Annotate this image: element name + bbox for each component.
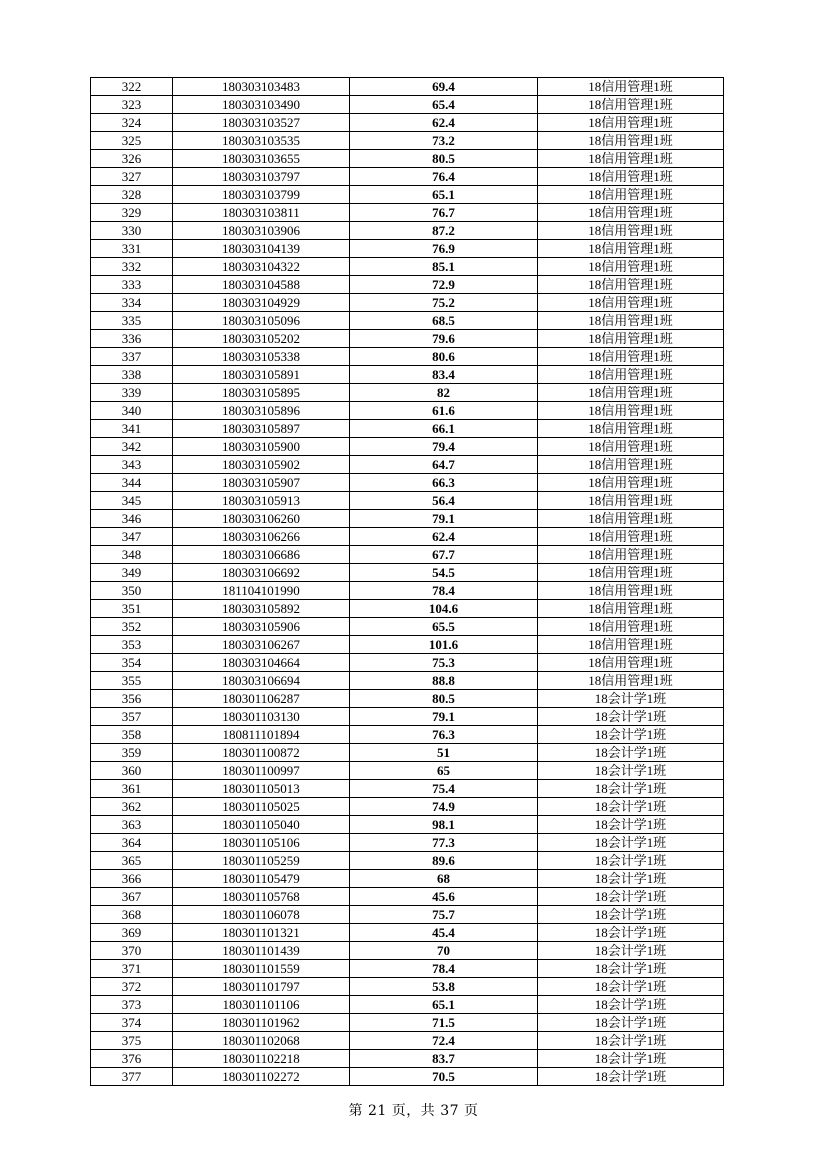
class-name-cell: 18信用管理1班 [538, 546, 724, 564]
table-row [91, 384, 724, 402]
row-number-cell: 374 [91, 1014, 173, 1032]
row-number-cell: 369 [91, 924, 173, 942]
grades-table-body [91, 78, 724, 1086]
row-number-cell: 356 [91, 690, 173, 708]
score-cell: 87.2 [350, 222, 538, 240]
student-id-cell: 180303103655 [173, 150, 350, 168]
row-number-cell: 357 [91, 708, 173, 726]
class-name-cell: 18信用管理1班 [538, 276, 724, 294]
class-name-cell: 18信用管理1班 [538, 168, 724, 186]
score-cell: 77.3 [350, 834, 538, 852]
table-row [91, 204, 724, 222]
class-name-cell: 18会计学1班 [538, 1050, 724, 1068]
class-name-cell: 18会计学1班 [538, 690, 724, 708]
row-number-cell: 333 [91, 276, 173, 294]
student-id-cell: 180303106267 [173, 636, 350, 654]
row-number-cell: 323 [91, 96, 173, 114]
student-id-cell: 180303106260 [173, 510, 350, 528]
table-row [91, 78, 724, 96]
table-row [91, 762, 724, 780]
table-row [91, 996, 724, 1014]
score-cell: 70.5 [350, 1068, 538, 1086]
class-name-cell: 18信用管理1班 [538, 312, 724, 330]
table-row [91, 348, 724, 366]
row-number-cell: 354 [91, 654, 173, 672]
class-name-cell: 18信用管理1班 [538, 618, 724, 636]
class-name-cell: 18信用管理1班 [538, 150, 724, 168]
table-row [91, 924, 724, 942]
class-name-cell: 18信用管理1班 [538, 420, 724, 438]
student-id-cell: 180301102272 [173, 1068, 350, 1086]
class-name-cell: 18会计学1班 [538, 924, 724, 942]
score-cell: 56.4 [350, 492, 538, 510]
score-cell: 80.5 [350, 690, 538, 708]
score-cell: 61.6 [350, 402, 538, 420]
table-row [91, 582, 724, 600]
table-row [91, 906, 724, 924]
score-cell: 85.1 [350, 258, 538, 276]
class-name-cell: 18信用管理1班 [538, 456, 724, 474]
student-id-cell: 180303104588 [173, 276, 350, 294]
table-row [91, 276, 724, 294]
student-id-cell: 180303103483 [173, 78, 350, 96]
class-name-cell: 18信用管理1班 [538, 600, 724, 618]
row-number-cell: 326 [91, 150, 173, 168]
table-row [91, 1050, 724, 1068]
student-id-cell: 180303103811 [173, 204, 350, 222]
table-row [91, 1068, 724, 1086]
student-id-cell: 180303106694 [173, 672, 350, 690]
row-number-cell: 324 [91, 114, 173, 132]
class-name-cell: 18信用管理1班 [538, 348, 724, 366]
row-number-cell: 376 [91, 1050, 173, 1068]
score-cell: 76.7 [350, 204, 538, 222]
row-number-cell: 344 [91, 474, 173, 492]
class-name-cell: 18信用管理1班 [538, 96, 724, 114]
table-row [91, 654, 724, 672]
class-name-cell: 18信用管理1班 [538, 564, 724, 582]
score-cell: 76.4 [350, 168, 538, 186]
student-id-cell: 180303104929 [173, 294, 350, 312]
class-name-cell: 18信用管理1班 [538, 204, 724, 222]
score-cell: 76.3 [350, 726, 538, 744]
row-number-cell: 359 [91, 744, 173, 762]
student-id-cell: 180301100997 [173, 762, 350, 780]
score-cell: 64.7 [350, 456, 538, 474]
row-number-cell: 353 [91, 636, 173, 654]
student-id-cell: 180301101321 [173, 924, 350, 942]
row-number-cell: 375 [91, 1032, 173, 1050]
class-name-cell: 18会计学1班 [538, 708, 724, 726]
table-row [91, 546, 724, 564]
class-name-cell: 18信用管理1班 [538, 438, 724, 456]
student-id-cell: 180301100872 [173, 744, 350, 762]
row-number-cell: 331 [91, 240, 173, 258]
table-row [91, 438, 724, 456]
row-number-cell: 341 [91, 420, 173, 438]
table-row [91, 150, 724, 168]
class-name-cell: 18信用管理1班 [538, 258, 724, 276]
student-id-cell: 180303105896 [173, 402, 350, 420]
table-row [91, 510, 724, 528]
student-id-cell: 180303105907 [173, 474, 350, 492]
class-name-cell: 18信用管理1班 [538, 474, 724, 492]
row-number-cell: 364 [91, 834, 173, 852]
student-id-cell: 180301101439 [173, 942, 350, 960]
student-id-cell: 180301101106 [173, 996, 350, 1014]
class-name-cell: 18会计学1班 [538, 996, 724, 1014]
score-cell: 66.3 [350, 474, 538, 492]
table-row [91, 240, 724, 258]
row-number-cell: 343 [91, 456, 173, 474]
class-name-cell: 18信用管理1班 [538, 672, 724, 690]
student-id-cell: 180303103797 [173, 168, 350, 186]
score-cell: 62.4 [350, 114, 538, 132]
class-name-cell: 18会计学1班 [538, 744, 724, 762]
score-cell: 70 [350, 942, 538, 960]
table-row [91, 168, 724, 186]
class-name-cell: 18信用管理1班 [538, 510, 724, 528]
score-cell: 73.2 [350, 132, 538, 150]
student-id-cell: 180303105891 [173, 366, 350, 384]
class-name-cell: 18会计学1班 [538, 888, 724, 906]
row-number-cell: 377 [91, 1068, 173, 1086]
score-cell: 76.9 [350, 240, 538, 258]
score-cell: 101.6 [350, 636, 538, 654]
student-id-cell: 180303106692 [173, 564, 350, 582]
student-id-cell: 180303105892 [173, 600, 350, 618]
row-number-cell: 348 [91, 546, 173, 564]
class-name-cell: 18会计学1班 [538, 816, 724, 834]
table-row [91, 600, 724, 618]
table-row [91, 708, 724, 726]
student-id-cell: 180303106686 [173, 546, 350, 564]
table-row [91, 474, 724, 492]
table-row [91, 222, 724, 240]
class-name-cell: 18信用管理1班 [538, 636, 724, 654]
student-id-cell: 180303105913 [173, 492, 350, 510]
row-number-cell: 330 [91, 222, 173, 240]
table-row [91, 834, 724, 852]
row-number-cell: 338 [91, 366, 173, 384]
table-row [91, 186, 724, 204]
score-cell: 53.8 [350, 978, 538, 996]
table-row [91, 1014, 724, 1032]
class-name-cell: 18会计学1班 [538, 1032, 724, 1050]
table-row [91, 888, 724, 906]
student-id-cell: 180301101962 [173, 1014, 350, 1032]
student-id-cell: 180303104139 [173, 240, 350, 258]
score-cell: 82 [350, 384, 538, 402]
table-row [91, 456, 724, 474]
class-name-cell: 18信用管理1班 [538, 366, 724, 384]
student-id-cell: 180301106287 [173, 690, 350, 708]
table-row [91, 492, 724, 510]
student-id-cell: 180301105013 [173, 780, 350, 798]
student-id-cell: 180303103490 [173, 96, 350, 114]
class-name-cell: 18信用管理1班 [538, 654, 724, 672]
table-row [91, 528, 724, 546]
class-name-cell: 18会计学1班 [538, 852, 724, 870]
score-cell: 83.4 [350, 366, 538, 384]
score-cell: 88.8 [350, 672, 538, 690]
student-id-cell: 180301103130 [173, 708, 350, 726]
row-number-cell: 360 [91, 762, 173, 780]
score-cell: 83.7 [350, 1050, 538, 1068]
score-cell: 79.4 [350, 438, 538, 456]
row-number-cell: 365 [91, 852, 173, 870]
table-row [91, 942, 724, 960]
row-number-cell: 332 [91, 258, 173, 276]
student-id-cell: 180303105096 [173, 312, 350, 330]
class-name-cell: 18会计学1班 [538, 942, 724, 960]
score-cell: 80.6 [350, 348, 538, 366]
row-number-cell: 366 [91, 870, 173, 888]
row-number-cell: 328 [91, 186, 173, 204]
class-name-cell: 18会计学1班 [538, 906, 724, 924]
class-name-cell: 18信用管理1班 [538, 222, 724, 240]
student-id-cell: 180303104322 [173, 258, 350, 276]
table-row [91, 258, 724, 276]
score-cell: 65.1 [350, 996, 538, 1014]
table-row [91, 312, 724, 330]
table-row [91, 744, 724, 762]
score-cell: 75.7 [350, 906, 538, 924]
row-number-cell: 327 [91, 168, 173, 186]
score-cell: 98.1 [350, 816, 538, 834]
class-name-cell: 18信用管理1班 [538, 186, 724, 204]
class-name-cell: 18信用管理1班 [538, 78, 724, 96]
score-cell: 79.1 [350, 708, 538, 726]
score-cell: 79.6 [350, 330, 538, 348]
score-cell: 75.4 [350, 780, 538, 798]
table-row [91, 564, 724, 582]
table-row [91, 636, 724, 654]
table-row [91, 96, 724, 114]
score-cell: 65.5 [350, 618, 538, 636]
class-name-cell: 18信用管理1班 [538, 240, 724, 258]
student-id-cell: 180303105900 [173, 438, 350, 456]
table-row [91, 1032, 724, 1050]
grades-table [90, 77, 724, 1086]
table-row [91, 114, 724, 132]
row-number-cell: 371 [91, 960, 173, 978]
class-name-cell: 18信用管理1班 [538, 114, 724, 132]
row-number-cell: 363 [91, 816, 173, 834]
class-name-cell: 18信用管理1班 [538, 384, 724, 402]
row-number-cell: 336 [91, 330, 173, 348]
table-row [91, 402, 724, 420]
row-number-cell: 335 [91, 312, 173, 330]
class-name-cell: 18会计学1班 [538, 978, 724, 996]
student-id-cell: 181104101990 [173, 582, 350, 600]
row-number-cell: 325 [91, 132, 173, 150]
score-cell: 69.4 [350, 78, 538, 96]
class-name-cell: 18会计学1班 [538, 780, 724, 798]
class-name-cell: 18信用管理1班 [538, 402, 724, 420]
class-name-cell: 18会计学1班 [538, 1068, 724, 1086]
row-number-cell: 362 [91, 798, 173, 816]
score-cell: 79.1 [350, 510, 538, 528]
score-cell: 45.6 [350, 888, 538, 906]
class-name-cell: 18会计学1班 [538, 834, 724, 852]
table-row [91, 780, 724, 798]
score-cell: 104.6 [350, 600, 538, 618]
class-name-cell: 18信用管理1班 [538, 330, 724, 348]
row-number-cell: 334 [91, 294, 173, 312]
class-name-cell: 18信用管理1班 [538, 528, 724, 546]
student-id-cell: 180301105479 [173, 870, 350, 888]
class-name-cell: 18信用管理1班 [538, 582, 724, 600]
page-footer: 第 21 页，共 37 页 [348, 1103, 479, 1119]
score-cell: 45.4 [350, 924, 538, 942]
row-number-cell: 347 [91, 528, 173, 546]
score-cell: 80.5 [350, 150, 538, 168]
student-id-cell: 180301105259 [173, 852, 350, 870]
row-number-cell: 339 [91, 384, 173, 402]
table-row [91, 672, 724, 690]
class-name-cell: 18信用管理1班 [538, 294, 724, 312]
row-number-cell: 358 [91, 726, 173, 744]
table-row [91, 816, 724, 834]
row-number-cell: 352 [91, 618, 173, 636]
table-row [91, 870, 724, 888]
student-id-cell: 180303105338 [173, 348, 350, 366]
row-number-cell: 349 [91, 564, 173, 582]
row-number-cell: 372 [91, 978, 173, 996]
student-id-cell: 180301105025 [173, 798, 350, 816]
student-id-cell: 180303103906 [173, 222, 350, 240]
score-cell: 72.9 [350, 276, 538, 294]
row-number-cell: 342 [91, 438, 173, 456]
row-number-cell: 351 [91, 600, 173, 618]
score-cell: 78.4 [350, 960, 538, 978]
table-row [91, 294, 724, 312]
score-cell: 65.4 [350, 96, 538, 114]
score-cell: 68.5 [350, 312, 538, 330]
row-number-cell: 361 [91, 780, 173, 798]
student-id-cell: 180303105906 [173, 618, 350, 636]
student-id-cell: 180301106078 [173, 906, 350, 924]
score-cell: 54.5 [350, 564, 538, 582]
class-name-cell: 18信用管理1班 [538, 492, 724, 510]
table-row [91, 366, 724, 384]
student-id-cell: 180303105902 [173, 456, 350, 474]
row-number-cell: 322 [91, 78, 173, 96]
score-cell: 75.3 [350, 654, 538, 672]
row-number-cell: 368 [91, 906, 173, 924]
row-number-cell: 355 [91, 672, 173, 690]
student-id-cell: 180303105202 [173, 330, 350, 348]
student-id-cell: 180301105768 [173, 888, 350, 906]
student-id-cell: 180303105895 [173, 384, 350, 402]
student-id-cell: 180301102068 [173, 1032, 350, 1050]
table-row [91, 618, 724, 636]
row-number-cell: 350 [91, 582, 173, 600]
student-id-cell: 180301101797 [173, 978, 350, 996]
score-cell: 65.1 [350, 186, 538, 204]
score-cell: 72.4 [350, 1032, 538, 1050]
score-cell: 89.6 [350, 852, 538, 870]
score-cell: 67.7 [350, 546, 538, 564]
class-name-cell: 18会计学1班 [538, 762, 724, 780]
class-name-cell: 18会计学1班 [538, 1014, 724, 1032]
student-id-cell: 180301101559 [173, 960, 350, 978]
student-id-cell: 180303103799 [173, 186, 350, 204]
student-id-cell: 180301102218 [173, 1050, 350, 1068]
student-id-cell: 180303103527 [173, 114, 350, 132]
row-number-cell: 329 [91, 204, 173, 222]
score-cell: 78.4 [350, 582, 538, 600]
class-name-cell: 18会计学1班 [538, 960, 724, 978]
score-cell: 62.4 [350, 528, 538, 546]
score-cell: 66.1 [350, 420, 538, 438]
table-row [91, 690, 724, 708]
table-row [91, 798, 724, 816]
student-id-cell: 180301105040 [173, 816, 350, 834]
row-number-cell: 373 [91, 996, 173, 1014]
table-row [91, 330, 724, 348]
row-number-cell: 370 [91, 942, 173, 960]
row-number-cell: 340 [91, 402, 173, 420]
class-name-cell: 18会计学1班 [538, 870, 724, 888]
score-cell: 75.2 [350, 294, 538, 312]
class-name-cell: 18会计学1班 [538, 798, 724, 816]
student-id-cell: 180303105897 [173, 420, 350, 438]
score-cell: 68 [350, 870, 538, 888]
student-id-cell: 180303106266 [173, 528, 350, 546]
student-id-cell: 180303103535 [173, 132, 350, 150]
row-number-cell: 367 [91, 888, 173, 906]
score-cell: 65 [350, 762, 538, 780]
class-name-cell: 18会计学1班 [538, 726, 724, 744]
score-cell: 74.9 [350, 798, 538, 816]
table-row [91, 978, 724, 996]
score-cell: 51 [350, 744, 538, 762]
row-number-cell: 346 [91, 510, 173, 528]
student-id-cell: 180301105106 [173, 834, 350, 852]
table-row [91, 132, 724, 150]
student-id-cell: 180811101894 [173, 726, 350, 744]
table-row [91, 852, 724, 870]
student-id-cell: 180303104664 [173, 654, 350, 672]
table-row [91, 726, 724, 744]
row-number-cell: 345 [91, 492, 173, 510]
row-number-cell: 337 [91, 348, 173, 366]
table-row [91, 960, 724, 978]
table-row [91, 420, 724, 438]
score-cell: 71.5 [350, 1014, 538, 1032]
class-name-cell: 18信用管理1班 [538, 132, 724, 150]
